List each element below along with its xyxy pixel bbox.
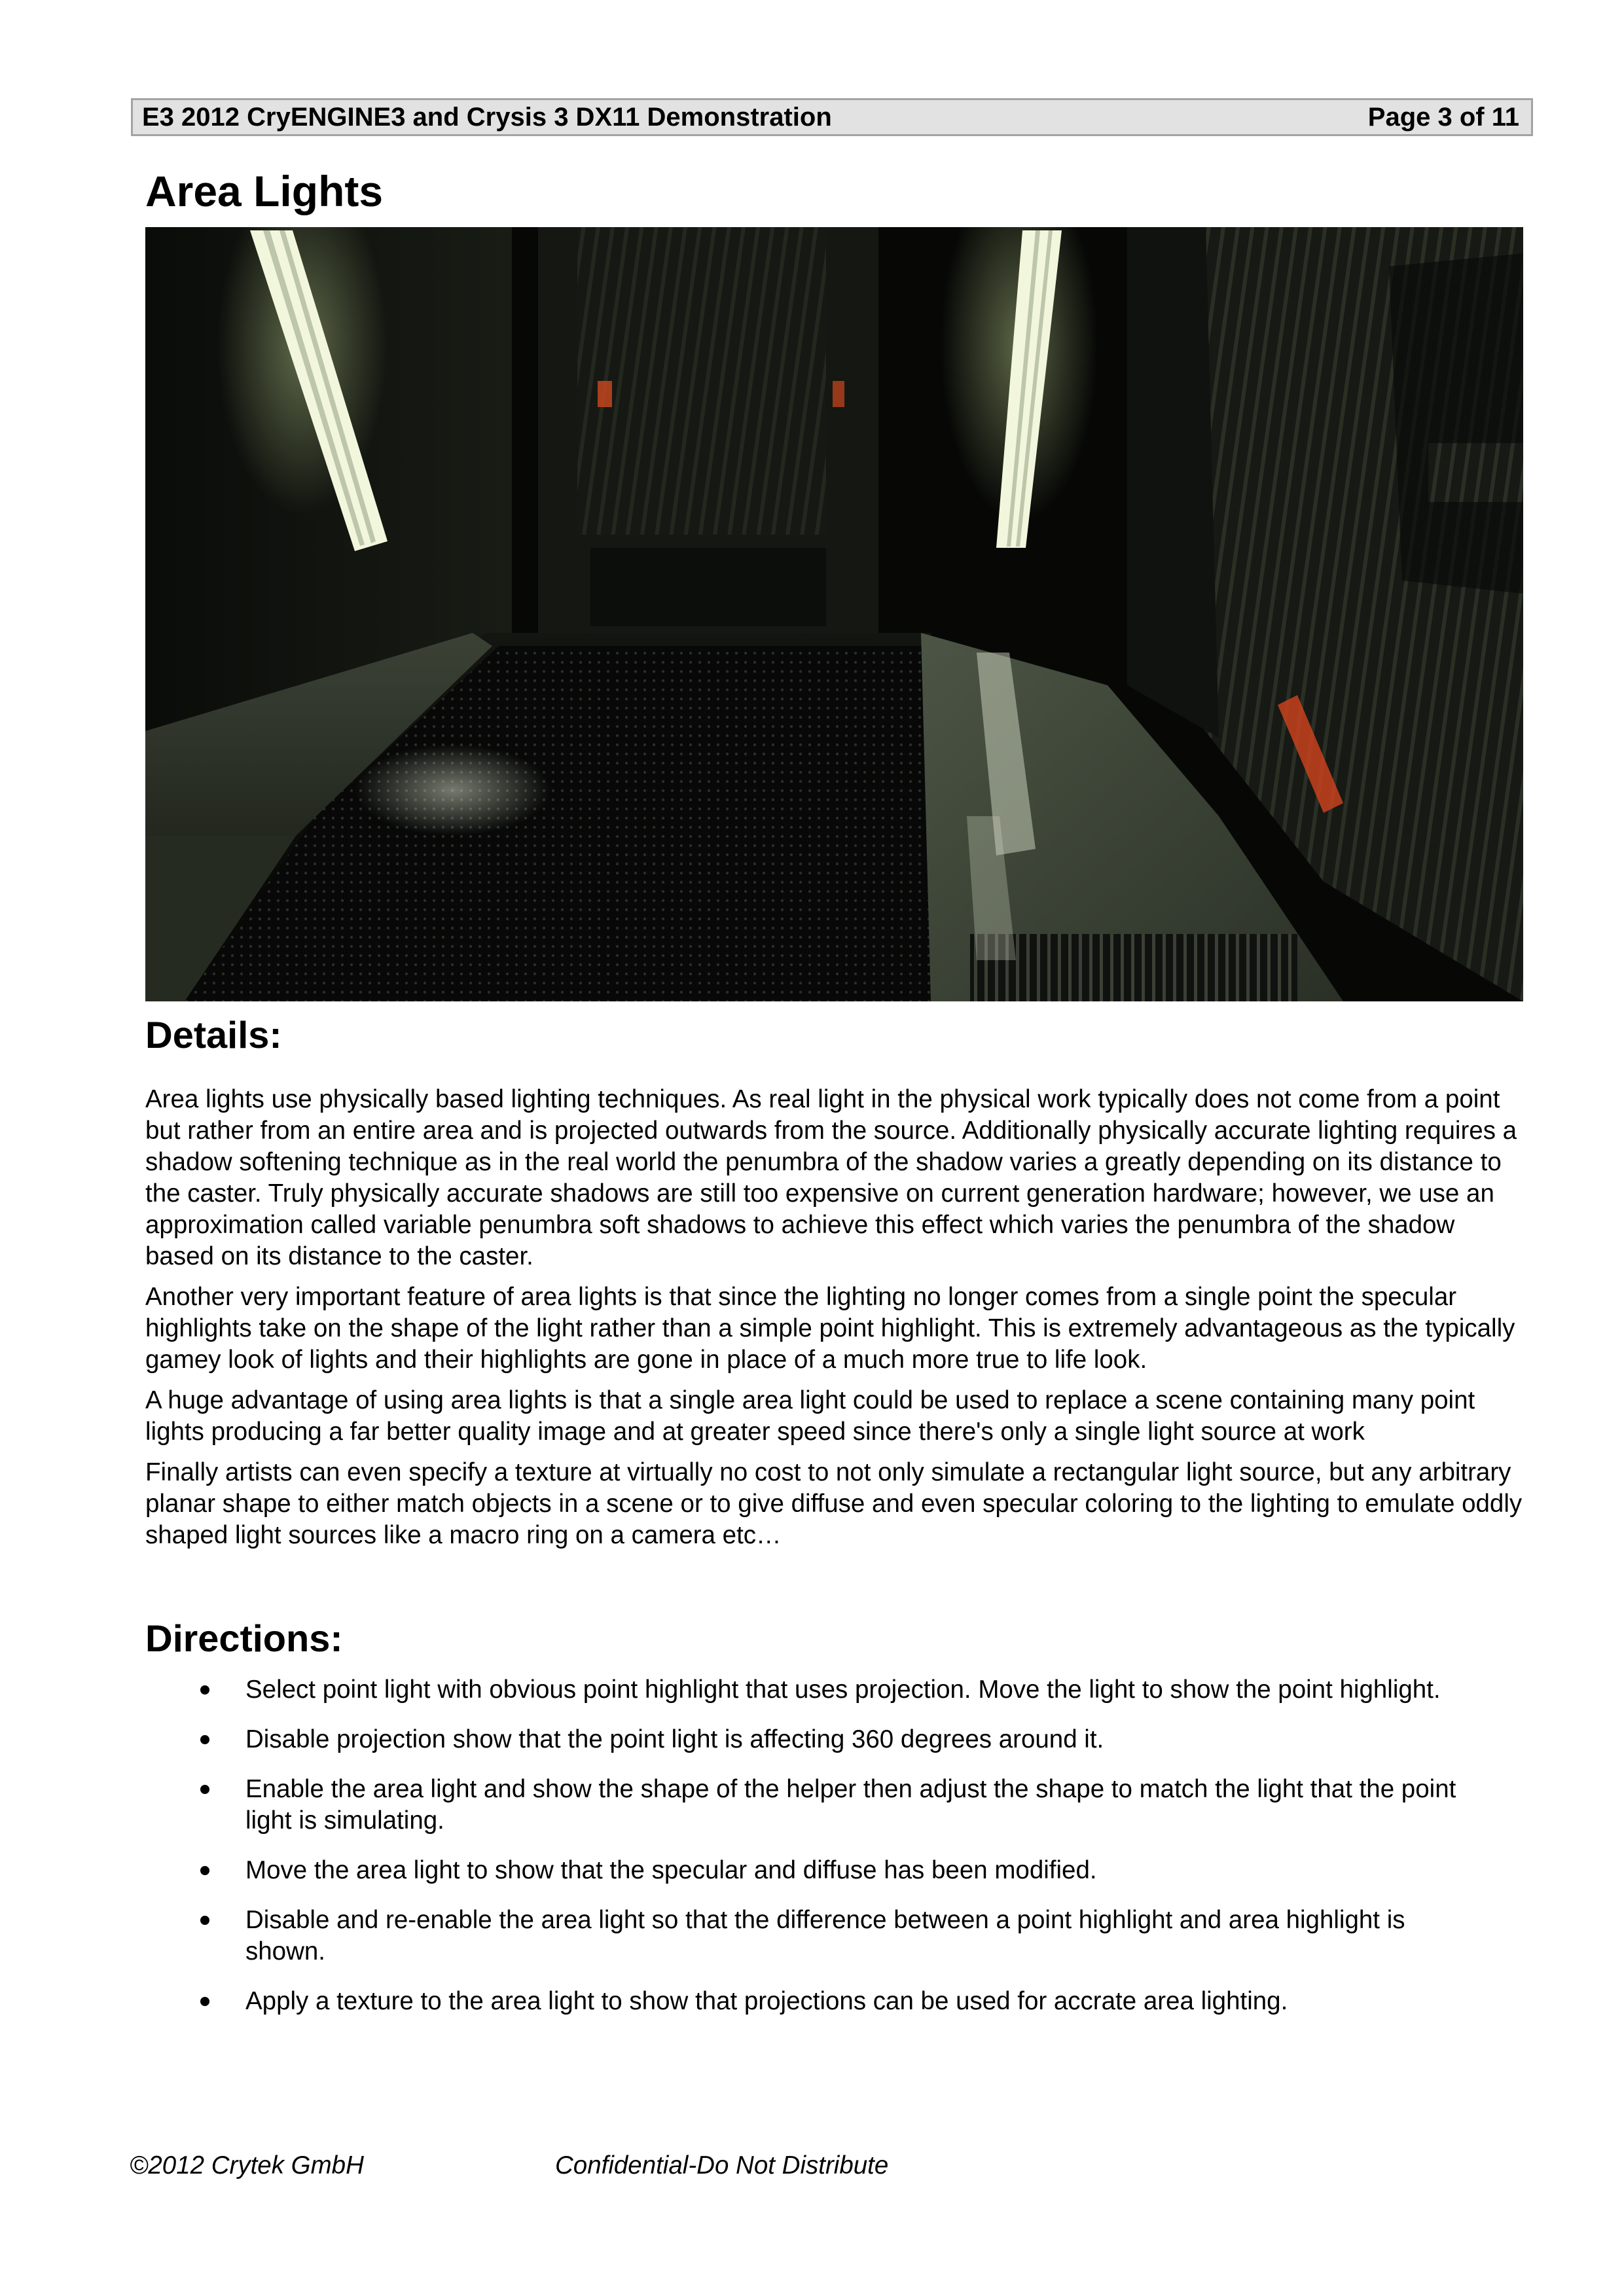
directions-item-text: Enable the area light and show the shape of the helper then adjust the shape to match the light that the point light is simulating.	[245, 1775, 1456, 1835]
details-paragraph: Area lights use physically based lighting techniques. As real light in the physical work typically does not come from a point but rather from an entire area and is projected outwards from the source. Additionally physically accurate lighting requires a shadow softening technique as in the real world the penumbra of the shadow varies a greatly depending on its distance to the caster. Truly physically accurate shadows are still too expensive on current generation hardware; however, we use an approximation called variable penumbra soft shadows to achieve this effect which varies the penumbra of the shadow based on its distance to the caster.	[145, 1085, 1517, 1270]
details-paragraph: Another very important feature of area lights is that since the lighting no longer comes from a single point the specular highlights take on the shape of the light rather than a simple point highlight. This is extremely advantageous as the typically gamey look of lights and their highlights are gone in place of a much more true to life look.	[145, 1283, 1515, 1374]
details-paragraph: A huge advantage of using area lights is that a single area light could be used to replace a scene containing many point lights producing a far better quality image and at greater speed since there's only a single light source at work	[145, 1386, 1475, 1446]
directions-list	[145, 1674, 1526, 2017]
directions-list-item	[145, 1724, 1526, 1755]
bullet-icon	[200, 1735, 209, 1744]
bullet-icon	[200, 1997, 209, 2006]
running-header	[131, 98, 1533, 136]
details-paragraph: Finally artists can even specify a texture at virtually no cost to not only simulate a rectangular light source, but any arbitrary planar shape to either match objects in a scene or to give diffuse and even specular coloring to the lighting to emulate oddly shaped light sources like a macro ring on a camera etc…	[145, 1458, 1523, 1549]
document-title: E3 2012 CryENGINE3 and Crysis 3 DX11 Demonstration	[142, 103, 832, 132]
footer-copyright: ©2012 Crytek GmbH	[130, 2151, 364, 2179]
directions-item-text: Select point light with obvious point highlight that uses projection. Move the light to show the point highlight.	[245, 1676, 1441, 1704]
directions-item-text: Apply a texture to the area light to show that projections can be used for accrate area lighting.	[245, 1987, 1288, 2015]
bullet-icon	[200, 1785, 209, 1794]
footer-confidential: Confidential-Do Not Distribute	[555, 2151, 889, 2179]
content-body	[145, 1014, 1526, 2036]
directions-item-text: Disable projection show that the point light is affecting 360 degrees around it.	[245, 1725, 1104, 1753]
bullet-icon	[200, 1916, 209, 1925]
directions-list-item	[145, 1905, 1526, 1967]
bullet-icon	[200, 1866, 209, 1875]
directions-list-item	[145, 1986, 1526, 2017]
page-title: Area Lights	[145, 167, 384, 215]
details-heading: Details:	[145, 1014, 282, 1056]
render-screenshot	[145, 227, 1523, 1001]
bullet-icon	[200, 1685, 209, 1695]
page-number: Page 3 of 11	[1367, 103, 1519, 132]
directions-list-item	[145, 1774, 1526, 1837]
directions-item-text: Disable and re-enable the area light so that the difference between a point highlight and area highlight is shown.	[245, 1906, 1405, 1965]
directions-item-text: Move the area light to show that the specular and diffuse has been modified.	[245, 1856, 1097, 1884]
directions-list-item	[145, 1855, 1526, 1886]
corridor-render-image	[145, 227, 1523, 1001]
directions-heading: Directions:	[145, 1618, 343, 1660]
directions-list-item	[145, 1674, 1526, 1706]
